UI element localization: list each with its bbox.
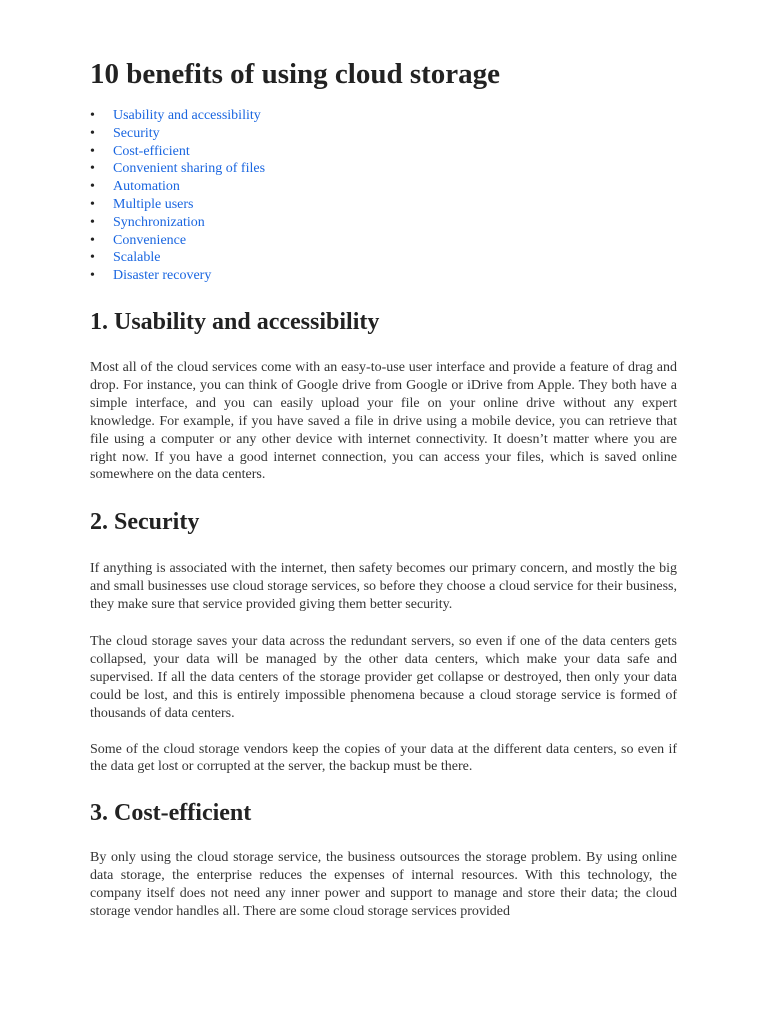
bullet-icon: • [90, 179, 95, 195]
toc-item-usability [90, 107, 677, 125]
bullet-icon: • [90, 196, 95, 212]
bullet-icon: • [90, 232, 95, 248]
table-of-contents [90, 107, 677, 285]
bullet-icon: • [90, 161, 95, 177]
toc-item-security [90, 125, 677, 143]
toc-item-scalable [90, 249, 677, 267]
section-heading-cost-efficient: 3. Cost-efficient [90, 800, 252, 827]
toc-link-sharing[interactable]: Convenient sharing of files [113, 161, 266, 177]
toc-link-convenience[interactable]: Convenience [113, 232, 187, 248]
toc-item-sharing [90, 160, 677, 178]
bullet-icon: • [90, 214, 95, 230]
security-paragraph-1: If anything is associated with the internet, then safety becomes our primary concern, and mostly the big and small businesses use cloud storage services, so before they choose a cloud service for their business, they make sure that service provided giving them better security. [90, 561, 677, 613]
toc-link-disaster-recovery[interactable]: Disaster recovery [113, 268, 212, 284]
toc-link-cost-efficient[interactable]: Cost-efficient [113, 143, 190, 159]
toc-item-multiple-users [90, 196, 677, 214]
toc-item-synchronization [90, 214, 677, 232]
toc-link-security[interactable]: Security [113, 125, 160, 141]
bullet-icon: • [90, 268, 95, 284]
bullet-icon: • [90, 108, 95, 123]
document-content [90, 52, 677, 921]
toc-item-automation [90, 178, 677, 196]
bullet-icon: • [90, 125, 95, 141]
toc-item-convenience [90, 232, 677, 250]
usability-paragraph: Most all of the cloud services come with an easy-to-use user interface and provide a feature of drag and drop. For instance, you can think of Google drive from Google or iDrive from Apple. They both have a simple interface, and you can easily upload your file on your online drive without any expert knowledge. For example, if you have saved a file in drive using a mobile device, you can retrieve that file using a computer or any other device with internet connectivity. It doesn’t matter where you are right now. If you have a good internet connection, you can access your files, which is saved online somewhere on the data centers. [90, 359, 677, 483]
security-paragraph-2: The cloud storage saves your data across the redundant servers, so even if one of the data centers gets collapsed, your data will be managed by the other data centers, which make your data safe and supervised. If all the data centers of the storage provider get collapse or destroyed, then only your data could be lost, and this is entirely impossible phenomena because a cloud storage service is formed of thousands of data centers. [90, 634, 677, 721]
section-heading-security: 2. Security [90, 509, 200, 536]
cost-efficient-paragraph: By only using the cloud storage service, the business outsources the storage problem. By using online data storage, the enterprise reduces the expenses of internal resources. With this technology, the company itself does not need any inner power and support to manage and store their data; the cloud storage vendor handles all. There are some cloud storage services provided [90, 850, 677, 920]
bullet-icon: • [90, 143, 95, 159]
toc-link-scalable[interactable]: Scalable [113, 250, 161, 266]
section-heading-usability: 1. Usability and accessibility [90, 308, 380, 335]
toc-link-synchronization[interactable]: Synchronization [113, 214, 205, 230]
toc-item-disaster-recovery [90, 267, 677, 285]
toc-item-cost-efficient [90, 143, 677, 161]
security-paragraph-3: Some of the cloud storage vendors keep the copies of your data at the different data centers, so even if the data get lost or corrupted at the server, the backup must be there. [90, 741, 677, 775]
toc-link-usability[interactable]: Usability and accessibility [113, 108, 261, 123]
toc-link-multiple-users[interactable]: Multiple users [113, 196, 194, 212]
page-title: 10 benefits of using cloud storage [90, 58, 501, 90]
bullet-icon: • [90, 250, 95, 266]
toc-link-automation[interactable]: Automation [113, 179, 180, 195]
